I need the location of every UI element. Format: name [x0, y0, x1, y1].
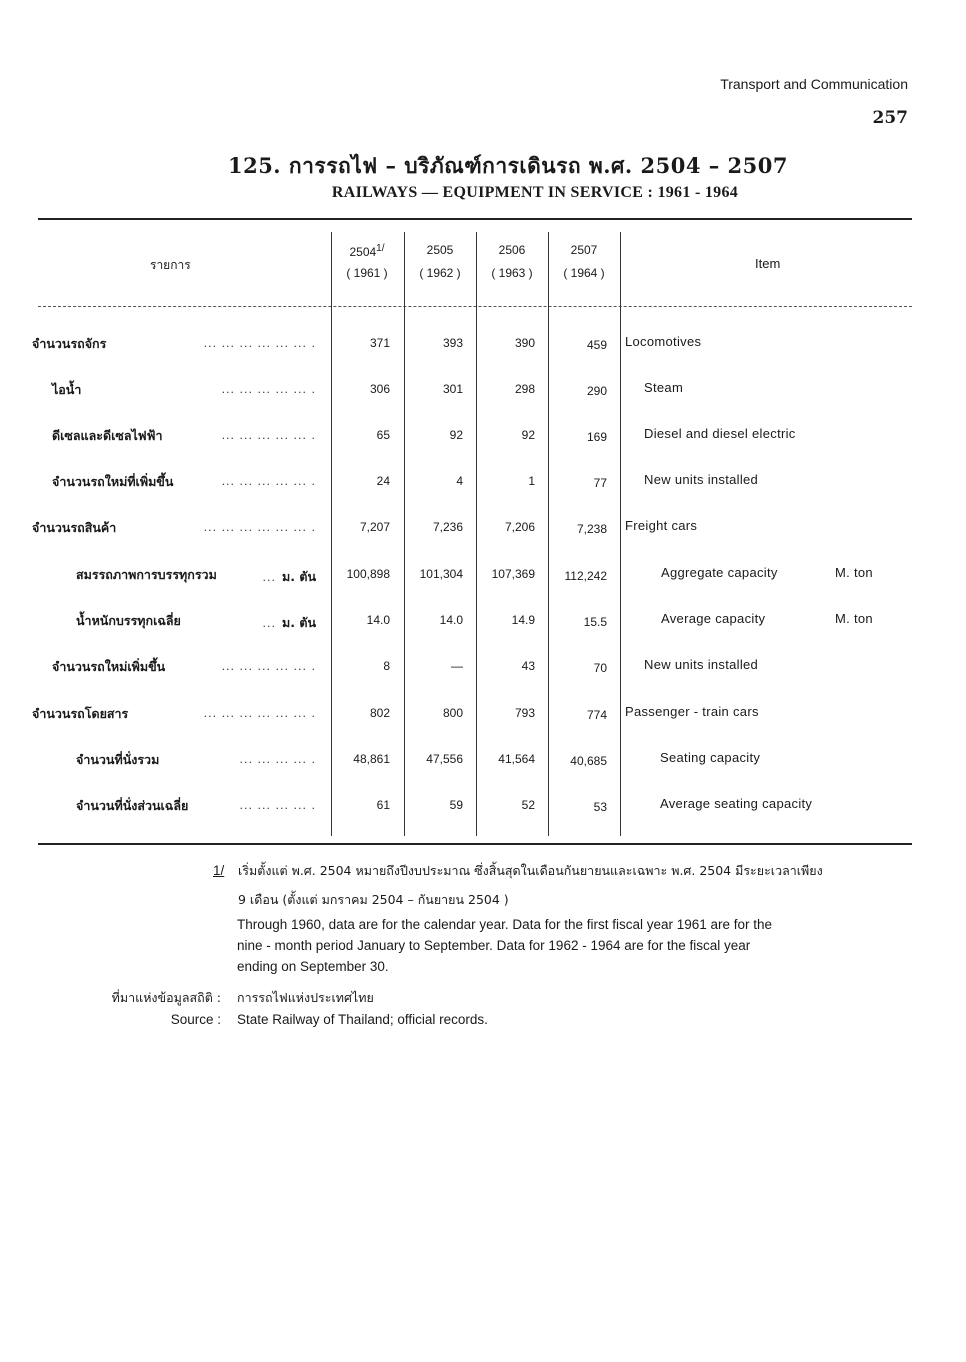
row-label-english: Steam — [644, 380, 684, 395]
row-label-thai: จำนวนรถใหม่ที่เพิ่มขึ้น — [52, 474, 174, 489]
table-cell: 59 — [449, 798, 463, 812]
table-cell: 390 — [514, 336, 535, 350]
table-cell: 7,206 — [504, 520, 535, 534]
table-cell: 24 — [376, 474, 390, 488]
row-leader — [222, 474, 316, 488]
footnote-thai-line-2: 9 เดือน (ตั้งแต่ มกราคม 2504 – กันยายน 2504 ) — [238, 892, 509, 907]
table-cell: 14.0 — [366, 613, 390, 627]
column-divider — [548, 232, 549, 836]
table-cell: 802 — [369, 706, 390, 720]
row-unit-thai: ม. ตัน — [281, 615, 316, 630]
table-cell: 41,564 — [498, 752, 535, 766]
row-label-english: Locomotives — [625, 334, 702, 349]
column-divider — [476, 232, 477, 836]
column-divider — [620, 232, 621, 836]
table-cell: 459 — [586, 338, 607, 352]
table-cell: 14.9 — [511, 613, 535, 627]
row-label-thai: จำนวนรถโดยสาร — [32, 706, 129, 721]
table-cell: 112,242 — [564, 569, 607, 583]
table-title-english: RAILWAYS — EQUIPMENT IN SERVICE : 1961 - 1964 — [331, 184, 739, 201]
table-cell: 92 — [449, 428, 463, 442]
source-value-thai: การรถไฟแห่งประเทศไทย — [237, 990, 374, 1005]
column-header-year-ad: ( 1961 ) — [346, 266, 388, 280]
row-leader — [222, 659, 316, 673]
row-label-english: New units installed — [644, 657, 759, 672]
label-column-header: รายการ — [150, 258, 191, 272]
table-cell: 290 — [586, 384, 607, 398]
table-cell: 4 — [456, 474, 463, 488]
row-leader — [240, 752, 316, 766]
row-label-english: New units installed — [644, 472, 759, 487]
table-cell: 306 — [369, 382, 390, 396]
row-leader — [262, 567, 316, 587]
table-cell: 15.5 — [583, 615, 607, 629]
table-cell: 47,556 — [426, 752, 463, 766]
row-label-thai: ดีเซลและดีเซลไฟฟ้า — [52, 428, 163, 443]
item-column-header: Item — [755, 256, 781, 271]
leader-dots: ... ... ... ... ... ... . — [203, 521, 316, 534]
table-cell: 77 — [593, 476, 607, 490]
footnote-english-line-3: ending on September 30. — [237, 959, 389, 974]
table-cell: 65 — [376, 428, 390, 442]
table-cell: 7,238 — [576, 522, 607, 536]
leader-dots: ... ... ... ... ... ... . — [203, 707, 316, 720]
row-label-english: Average seating capacity — [660, 796, 813, 811]
row-leader — [222, 382, 316, 396]
leader-dots: ... — [262, 617, 276, 630]
table-cell: 393 — [442, 336, 463, 350]
column-header-year-be: 2507 — [570, 243, 598, 257]
source-label: Source : — [170, 1012, 221, 1027]
footnote-marker: 1/ — [213, 863, 225, 878]
table-cell: 101,304 — [419, 567, 463, 581]
table-cell: 298 — [514, 382, 535, 396]
row-label-thai: จำนวนรถจักร — [32, 336, 107, 351]
row-leader — [204, 520, 316, 534]
table-cell: 48,861 — [353, 752, 390, 766]
table-title-thai: 125. การรถไฟ – บริภัณฑ์การเดินรถ พ.ศ. 2504 – 2507 — [227, 153, 789, 178]
column-header-year-be: 2505 — [426, 243, 454, 257]
table-cell: 14.0 — [439, 613, 463, 627]
row-leader — [222, 428, 316, 442]
column-header-year-be: $2504^{1/}$ — [349, 243, 385, 259]
table-cell: 169 — [586, 430, 607, 444]
footnote-ref: 1/ — [376, 243, 385, 254]
column-divider — [331, 232, 332, 836]
table-cell: 793 — [514, 706, 535, 720]
footnote-english-line-2: nine - month period January to September. Data for 1962 - 1964 are for the fiscal year — [237, 938, 751, 953]
column-divider — [404, 232, 405, 836]
table-cell: 7,207 — [359, 520, 390, 534]
row-label-thai: จำนวนที่นั่งรวม — [76, 752, 160, 767]
leader-dots: ... ... ... ... ... . — [221, 383, 316, 396]
footnote-thai-line-1: เริ่มตั้งแต่ พ.ศ. 2504 หมายถึงปีงบประมาณ ซึ่งสิ้นสุดในเดือนกันยายนและเฉพาะ พ.ศ. 2504 มีระยะเวลาเพียง — [238, 863, 823, 878]
table-cell: 61 — [376, 798, 390, 812]
table-cell: 53 — [593, 800, 607, 814]
row-label-english: Seating capacity — [660, 750, 761, 765]
table-cell: 7,236 — [432, 520, 463, 534]
leader-dots: ... — [262, 571, 276, 584]
row-leader — [204, 336, 316, 350]
section-header: Transport and Communication — [720, 76, 908, 92]
table-cell: 774 — [586, 708, 607, 722]
source-label-thai: ที่มาแห่งข้อมูลสถิติ : — [111, 990, 221, 1005]
leader-dots: ... ... ... ... ... . — [221, 660, 316, 673]
row-label-thai: จำนวนที่นั่งส่วนเฉลี่ย — [76, 798, 189, 813]
row-leader — [262, 613, 316, 633]
page-number: 257 — [872, 108, 908, 128]
table-cell: 40,685 — [570, 754, 607, 768]
table-cell: 52 — [521, 798, 535, 812]
table-cell: 107,369 — [491, 567, 535, 581]
header-rule — [38, 306, 912, 307]
top-rule — [38, 218, 912, 220]
table-cell: 70 — [593, 661, 607, 675]
leader-dots: ... ... ... ... . — [239, 799, 316, 812]
row-unit-thai: ม. ตัน — [281, 569, 316, 584]
footnote-english-line-1: Through 1960, data are for the calendar year. Data for the first fiscal year 1961 are for the — [237, 917, 773, 932]
row-label-thai: ไอน้ำ — [52, 382, 82, 397]
column-header-year-ad: ( 1963 ) — [491, 266, 533, 280]
table-cell: 8 — [383, 659, 390, 673]
table-cell: 800 — [442, 706, 463, 720]
row-label-thai: สมรรถภาพการบรรทุกรวม — [76, 567, 217, 582]
row-unit-english: M. ton — [835, 611, 873, 626]
bottom-rule — [38, 843, 912, 845]
column-header-year-ad: ( 1962 ) — [419, 266, 461, 280]
row-label-english: Passenger - train cars — [625, 704, 759, 719]
row-label-english: Freight cars — [625, 518, 698, 533]
table-cell: — — [451, 659, 463, 673]
row-unit-english: M. ton — [835, 565, 873, 580]
row-label-english: Average capacity — [661, 611, 766, 626]
leader-dots: ... ... ... ... ... . — [221, 429, 316, 442]
table-cell: 100,898 — [346, 567, 390, 581]
column-header-year-ad: ( 1964 ) — [563, 266, 605, 280]
leader-dots: ... ... ... ... ... ... . — [203, 337, 316, 350]
leader-dots: ... ... ... ... ... . — [221, 475, 316, 488]
column-header-year-be: 2506 — [498, 243, 526, 257]
row-leader — [204, 706, 316, 720]
table-cell: 371 — [369, 336, 390, 350]
row-label-thai: น้ำหนักบรรทุกเฉลี่ย — [76, 613, 181, 628]
table-cell: 301 — [442, 382, 463, 396]
source-value: State Railway of Thailand; official records. — [237, 1012, 488, 1027]
table-cell: 1 — [528, 474, 535, 488]
row-label-english: Aggregate capacity — [661, 565, 778, 580]
row-label-thai: จำนวนรถใหม่เพิ่มขึ้น — [52, 659, 166, 674]
table-cell: 92 — [521, 428, 535, 442]
row-label-english: Diesel and diesel electric — [644, 426, 796, 441]
row-leader — [240, 798, 316, 812]
row-label-thai: จำนวนรถสินค้า — [32, 520, 117, 535]
table-cell: 43 — [521, 659, 535, 673]
leader-dots: ... ... ... ... . — [239, 753, 316, 766]
